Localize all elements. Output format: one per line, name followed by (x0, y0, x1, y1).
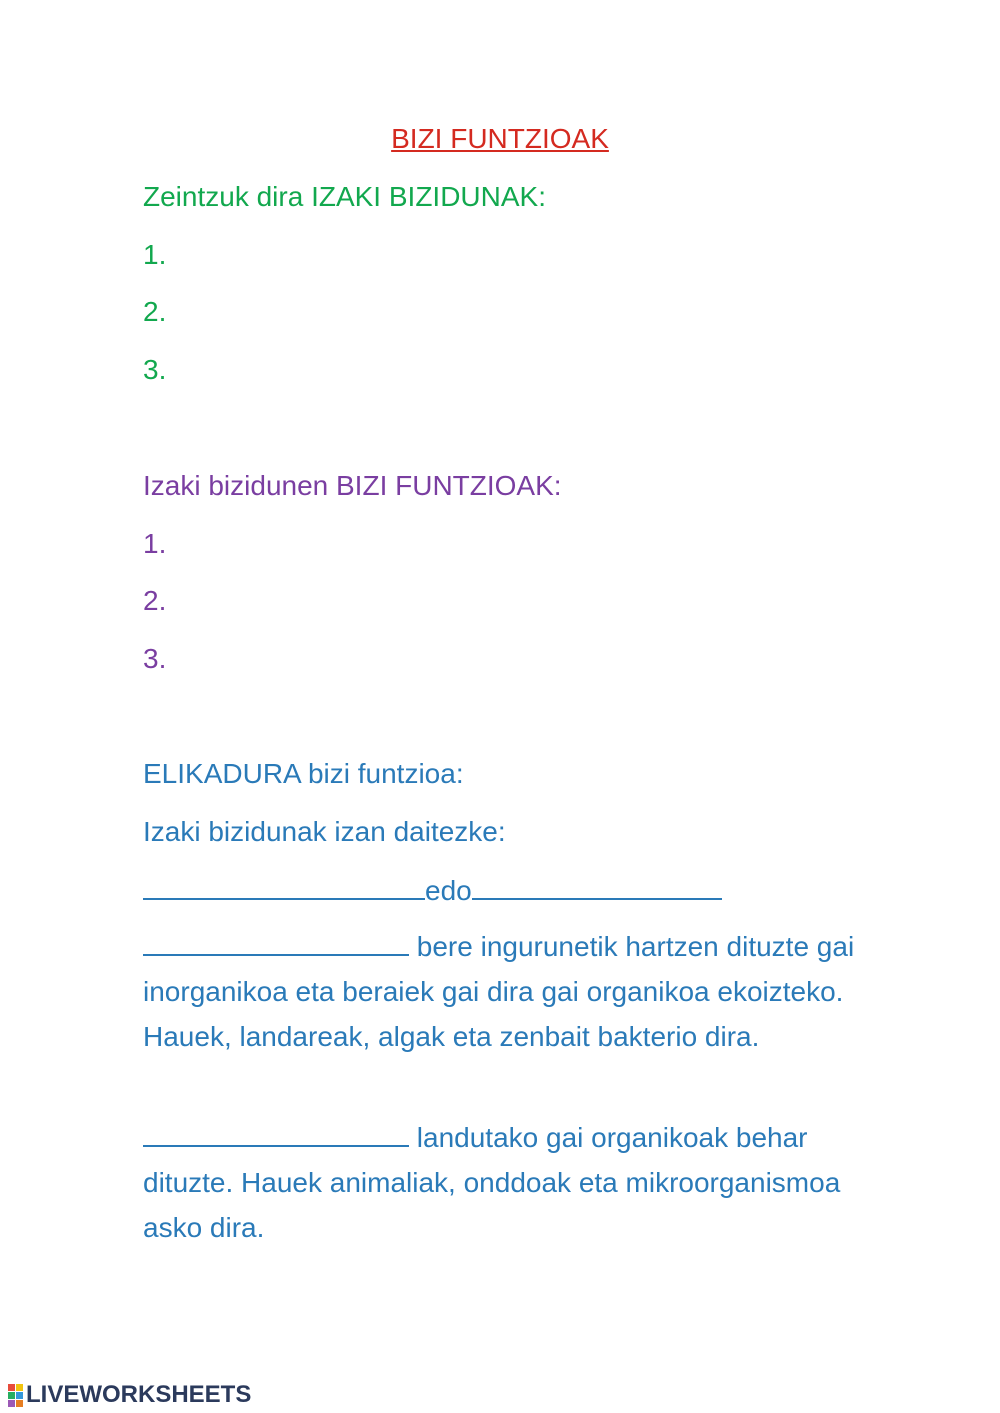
liveworksheets-logo-icon (8, 1384, 23, 1407)
section2-item-3: 3. (143, 643, 167, 674)
section3-heading: ELIKADURA bizi funtzioa: (143, 758, 464, 789)
answer-blank-1[interactable] (143, 872, 425, 900)
footer-logo (8, 1382, 251, 1408)
fill-in-line (143, 872, 722, 908)
paragraph-autotrophs (143, 924, 863, 1059)
paragraph-heterotrophs (143, 1115, 863, 1250)
answer-blank-2[interactable] (472, 872, 722, 900)
section2-heading: Izaki bizidunen BIZI FUNTZIOAK: (143, 470, 562, 501)
section1-item-1: 1. (143, 239, 167, 270)
section2-item-1: 1. (143, 528, 167, 559)
paragraph-heterotrophs-text: landutako gai organikoak behar dituzte. Hauek animaliak, onddoak eta mikroorganismoa asko dira. (143, 1122, 841, 1243)
answer-blank-3[interactable] (143, 928, 409, 956)
section3-subheading: Izaki bizidunak izan daitezke: (143, 816, 506, 847)
paragraph-autotrophs-text: bere ingurunetik hartzen dituzte gai inorganikoa eta beraiek gai dira gai organikoa ekoizteko. Hauek, landareak, algak eta zenbait bakterio dira. (143, 931, 855, 1052)
footer-brand: LIVEWORKSHEETS (26, 1381, 252, 1408)
section1-item-3: 3. (143, 354, 167, 385)
connector-word: edo (425, 875, 472, 906)
page-title: BIZI FUNTZIOAK (391, 123, 609, 154)
section2-item-2: 2. (143, 585, 167, 616)
answer-blank-4[interactable] (143, 1119, 409, 1147)
section1-item-2: 2. (143, 296, 167, 327)
section1-heading: Zeintzuk dira IZAKI BIZIDUNAK: (143, 181, 546, 212)
